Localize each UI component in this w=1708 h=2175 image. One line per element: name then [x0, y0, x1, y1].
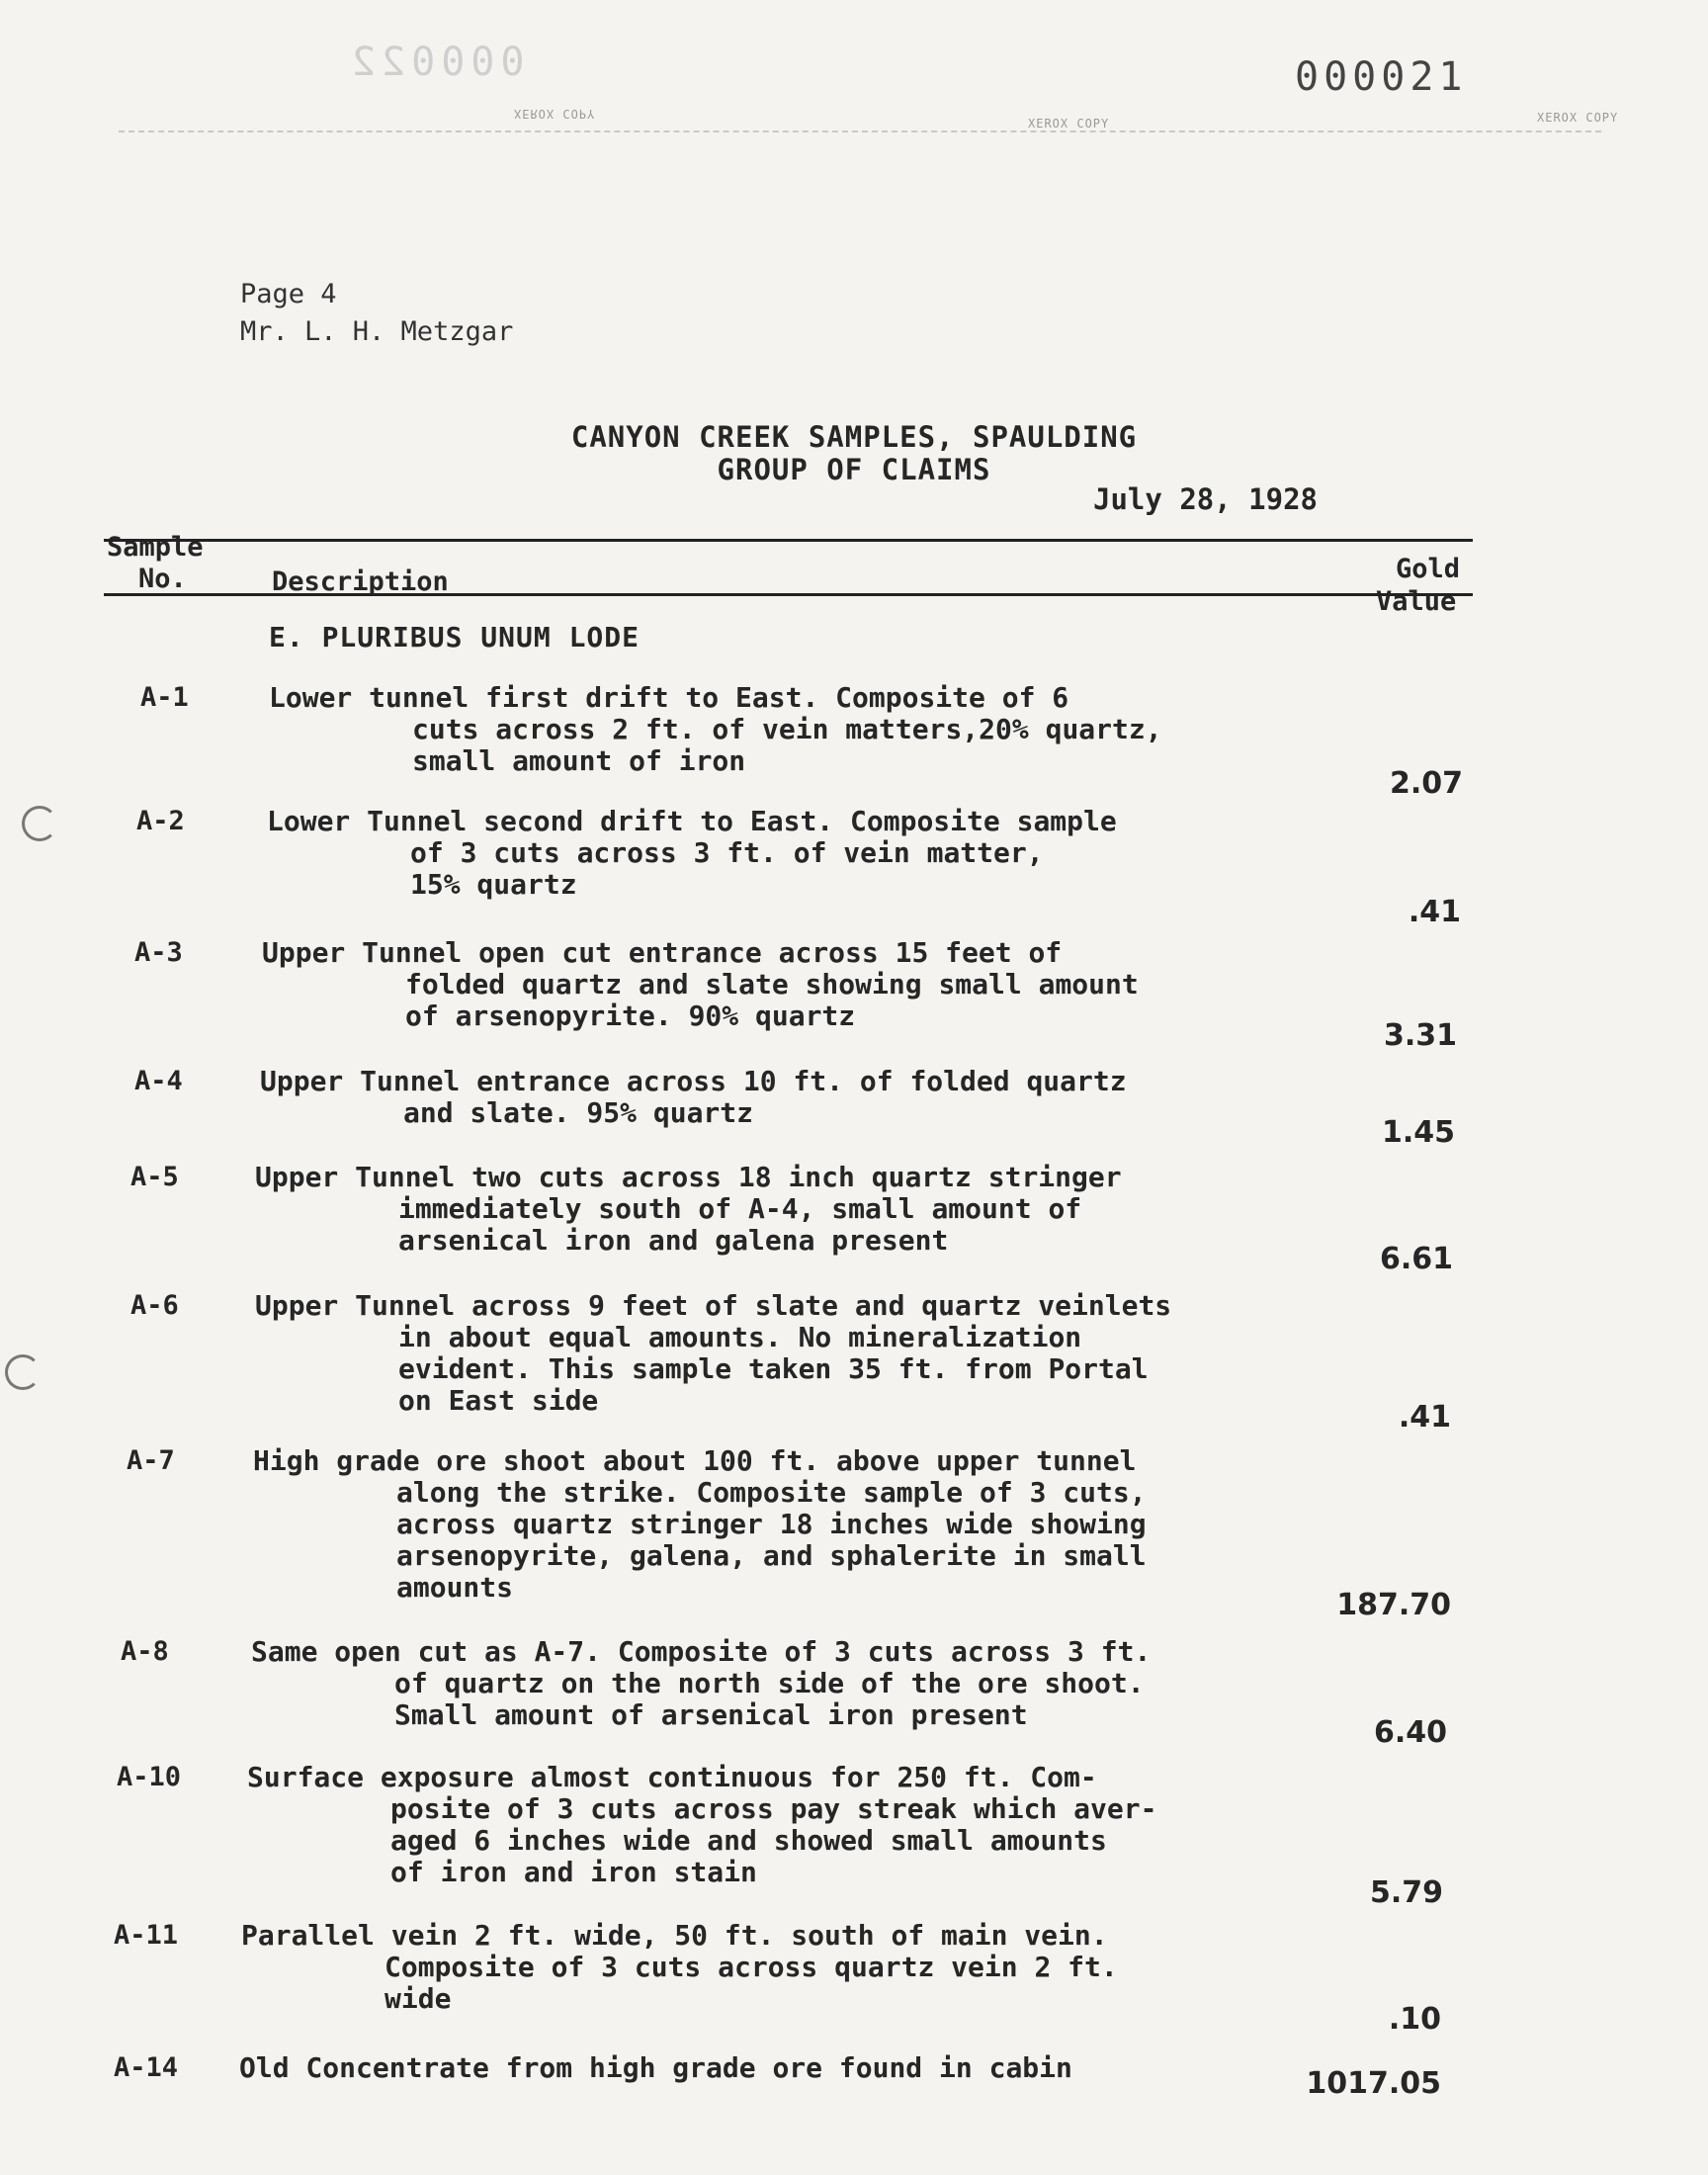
- description-line: aged 6 inches wide and showed small amounts: [390, 1824, 1107, 1857]
- sample-description: [255, 1162, 1122, 1257]
- col-head-gold-2: Value: [1376, 586, 1457, 617]
- description-line: Lower Tunnel second drift to East. Composite sample: [267, 805, 1117, 837]
- col-head-gold-1: Gold: [1396, 554, 1461, 584]
- gold-value: 6.40: [1373, 1715, 1447, 1750]
- description-line: wide: [384, 1982, 452, 2015]
- copy-edge-line: [119, 130, 1601, 132]
- sample-description: [241, 1920, 1118, 2015]
- col-head-sample-2: No.: [138, 564, 187, 594]
- gold-value: 1017.05: [1306, 2066, 1441, 2101]
- sample-number: A-4: [134, 1066, 183, 1096]
- description-line: cuts across 2 ft. of vein matters,20% quartz,: [412, 713, 1162, 745]
- gold-value: 3.31: [1383, 1018, 1457, 1053]
- report-title-line2: GROUP OF CLAIMS: [717, 453, 991, 486]
- gold-value: 2.07: [1389, 766, 1463, 801]
- punch-hole-2: [5, 1354, 41, 1390]
- gold-value: 5.79: [1369, 1875, 1443, 1910]
- description-line: Lower tunnel first drift to East. Composite of 6: [269, 681, 1069, 714]
- sample-description: [262, 937, 1139, 1032]
- description-line: amounts: [396, 1571, 514, 1604]
- copy-mark-1: XEROX COPY: [514, 107, 596, 121]
- gold-value: .41: [1408, 895, 1461, 929]
- sample-description: [269, 682, 1162, 777]
- sample-number: A-6: [130, 1290, 179, 1321]
- gold-value: 6.61: [1379, 1242, 1453, 1276]
- section-heading: E. PLURIBUS UNUM LODE: [269, 621, 640, 653]
- sample-description: [267, 806, 1117, 901]
- sample-description: [239, 2052, 1072, 2084]
- description-line: Composite of 3 cuts across quartz vein 2 ft.: [384, 1951, 1118, 1983]
- description-line: of quartz on the north side of the ore shoot.: [394, 1667, 1145, 1699]
- sample-number: A-2: [136, 806, 185, 836]
- copy-mark-2: XEROX COPY: [1028, 117, 1110, 130]
- gold-value: 187.70: [1336, 1588, 1451, 1622]
- sample-number: A-8: [121, 1636, 169, 1667]
- sample-number: A-14: [114, 2052, 179, 2083]
- description-line: arsenopyrite, galena, and sphalerite in small: [396, 1539, 1147, 1572]
- report-title-line1: CANYON CREEK SAMPLES, SPAULDING: [570, 420, 1138, 454]
- description-line: of 3 cuts across 3 ft. of vein matter,: [410, 836, 1044, 869]
- sample-number: A-3: [134, 937, 183, 968]
- description-line: Surface exposure almost continuous for 250 ft. Com-: [247, 1761, 1097, 1793]
- sample-description: [247, 1762, 1156, 1888]
- sample-description: [253, 1445, 1147, 1604]
- description-line: High grade ore shoot about 100 ft. above upper tunnel: [253, 1444, 1137, 1477]
- page-number-stamp: 000021: [1295, 54, 1468, 100]
- description-line: in about equal amounts. No mineralization: [398, 1321, 1082, 1353]
- description-line: Upper Tunnel two cuts across 18 inch quartz stringer: [255, 1161, 1122, 1193]
- description-line: across quartz stringer 18 inches wide showing: [396, 1508, 1147, 1540]
- description-line: Upper Tunnel entrance across 10 ft. of folded quartz: [260, 1065, 1127, 1097]
- sample-number: A-11: [114, 1920, 179, 1951]
- copy-mark-3: XEROX COPY: [1537, 111, 1619, 125]
- description-line: and slate. 95% quartz: [403, 1096, 754, 1129]
- description-line: folded quartz and slate showing small amount: [405, 968, 1139, 1000]
- gold-value: .10: [1388, 2002, 1441, 2037]
- description-line: of iron and iron stain: [390, 1856, 757, 1888]
- description-line: along the strike. Composite sample of 3 cuts,: [396, 1476, 1147, 1509]
- description-line: small amount of iron: [412, 744, 746, 777]
- description-line: on East side: [398, 1384, 599, 1417]
- sample-number: A-1: [140, 682, 189, 713]
- description-line: Parallel vein 2 ft. wide, 50 ft. south of main vein.: [241, 1919, 1108, 1952]
- description-line: Upper Tunnel open cut entrance across 15 feet of: [262, 936, 1063, 969]
- table-top-rule: [104, 539, 1473, 542]
- sample-description: [260, 1066, 1127, 1129]
- description-line: immediately south of A-4, small amount of: [398, 1192, 1082, 1225]
- sample-number: A-7: [127, 1445, 175, 1476]
- description-line: evident. This sample taken 35 ft. from Portal: [398, 1352, 1149, 1385]
- report-date: July 28, 1928: [1093, 482, 1318, 516]
- description-line: of arsenopyrite. 90% quartz: [405, 1000, 856, 1032]
- ghost-page-number: 000022: [346, 40, 525, 85]
- gold-value: .41: [1398, 1400, 1451, 1435]
- sample-number: A-10: [117, 1762, 182, 1792]
- gold-value: 1.45: [1381, 1115, 1455, 1150]
- description-line: arsenical iron and galena present: [398, 1224, 949, 1257]
- sample-description: [251, 1636, 1151, 1731]
- description-line: 15% quartz: [410, 868, 577, 901]
- description-line: Small amount of arsenical iron present: [394, 1698, 1028, 1731]
- sample-number: A-5: [130, 1162, 179, 1192]
- col-head-description: Description: [272, 566, 449, 597]
- description-line: Upper Tunnel across 9 feet of slate and quartz veinlets: [255, 1289, 1172, 1322]
- addressee: Mr. L. H. Metzgar: [240, 316, 514, 347]
- description-line: Old Concentrate from high grade ore found in cabin: [239, 2051, 1072, 2084]
- description-line: Same open cut as A-7. Composite of 3 cuts across 3 ft.: [251, 1635, 1152, 1668]
- punch-hole-1: [22, 806, 57, 841]
- sample-description: [255, 1290, 1171, 1417]
- description-line: posite of 3 cuts across pay streak which aver-: [390, 1792, 1157, 1825]
- table-head-rule: [104, 593, 1473, 596]
- col-head-sample-1: Sample: [107, 532, 204, 563]
- page-label: Page 4: [240, 279, 337, 309]
